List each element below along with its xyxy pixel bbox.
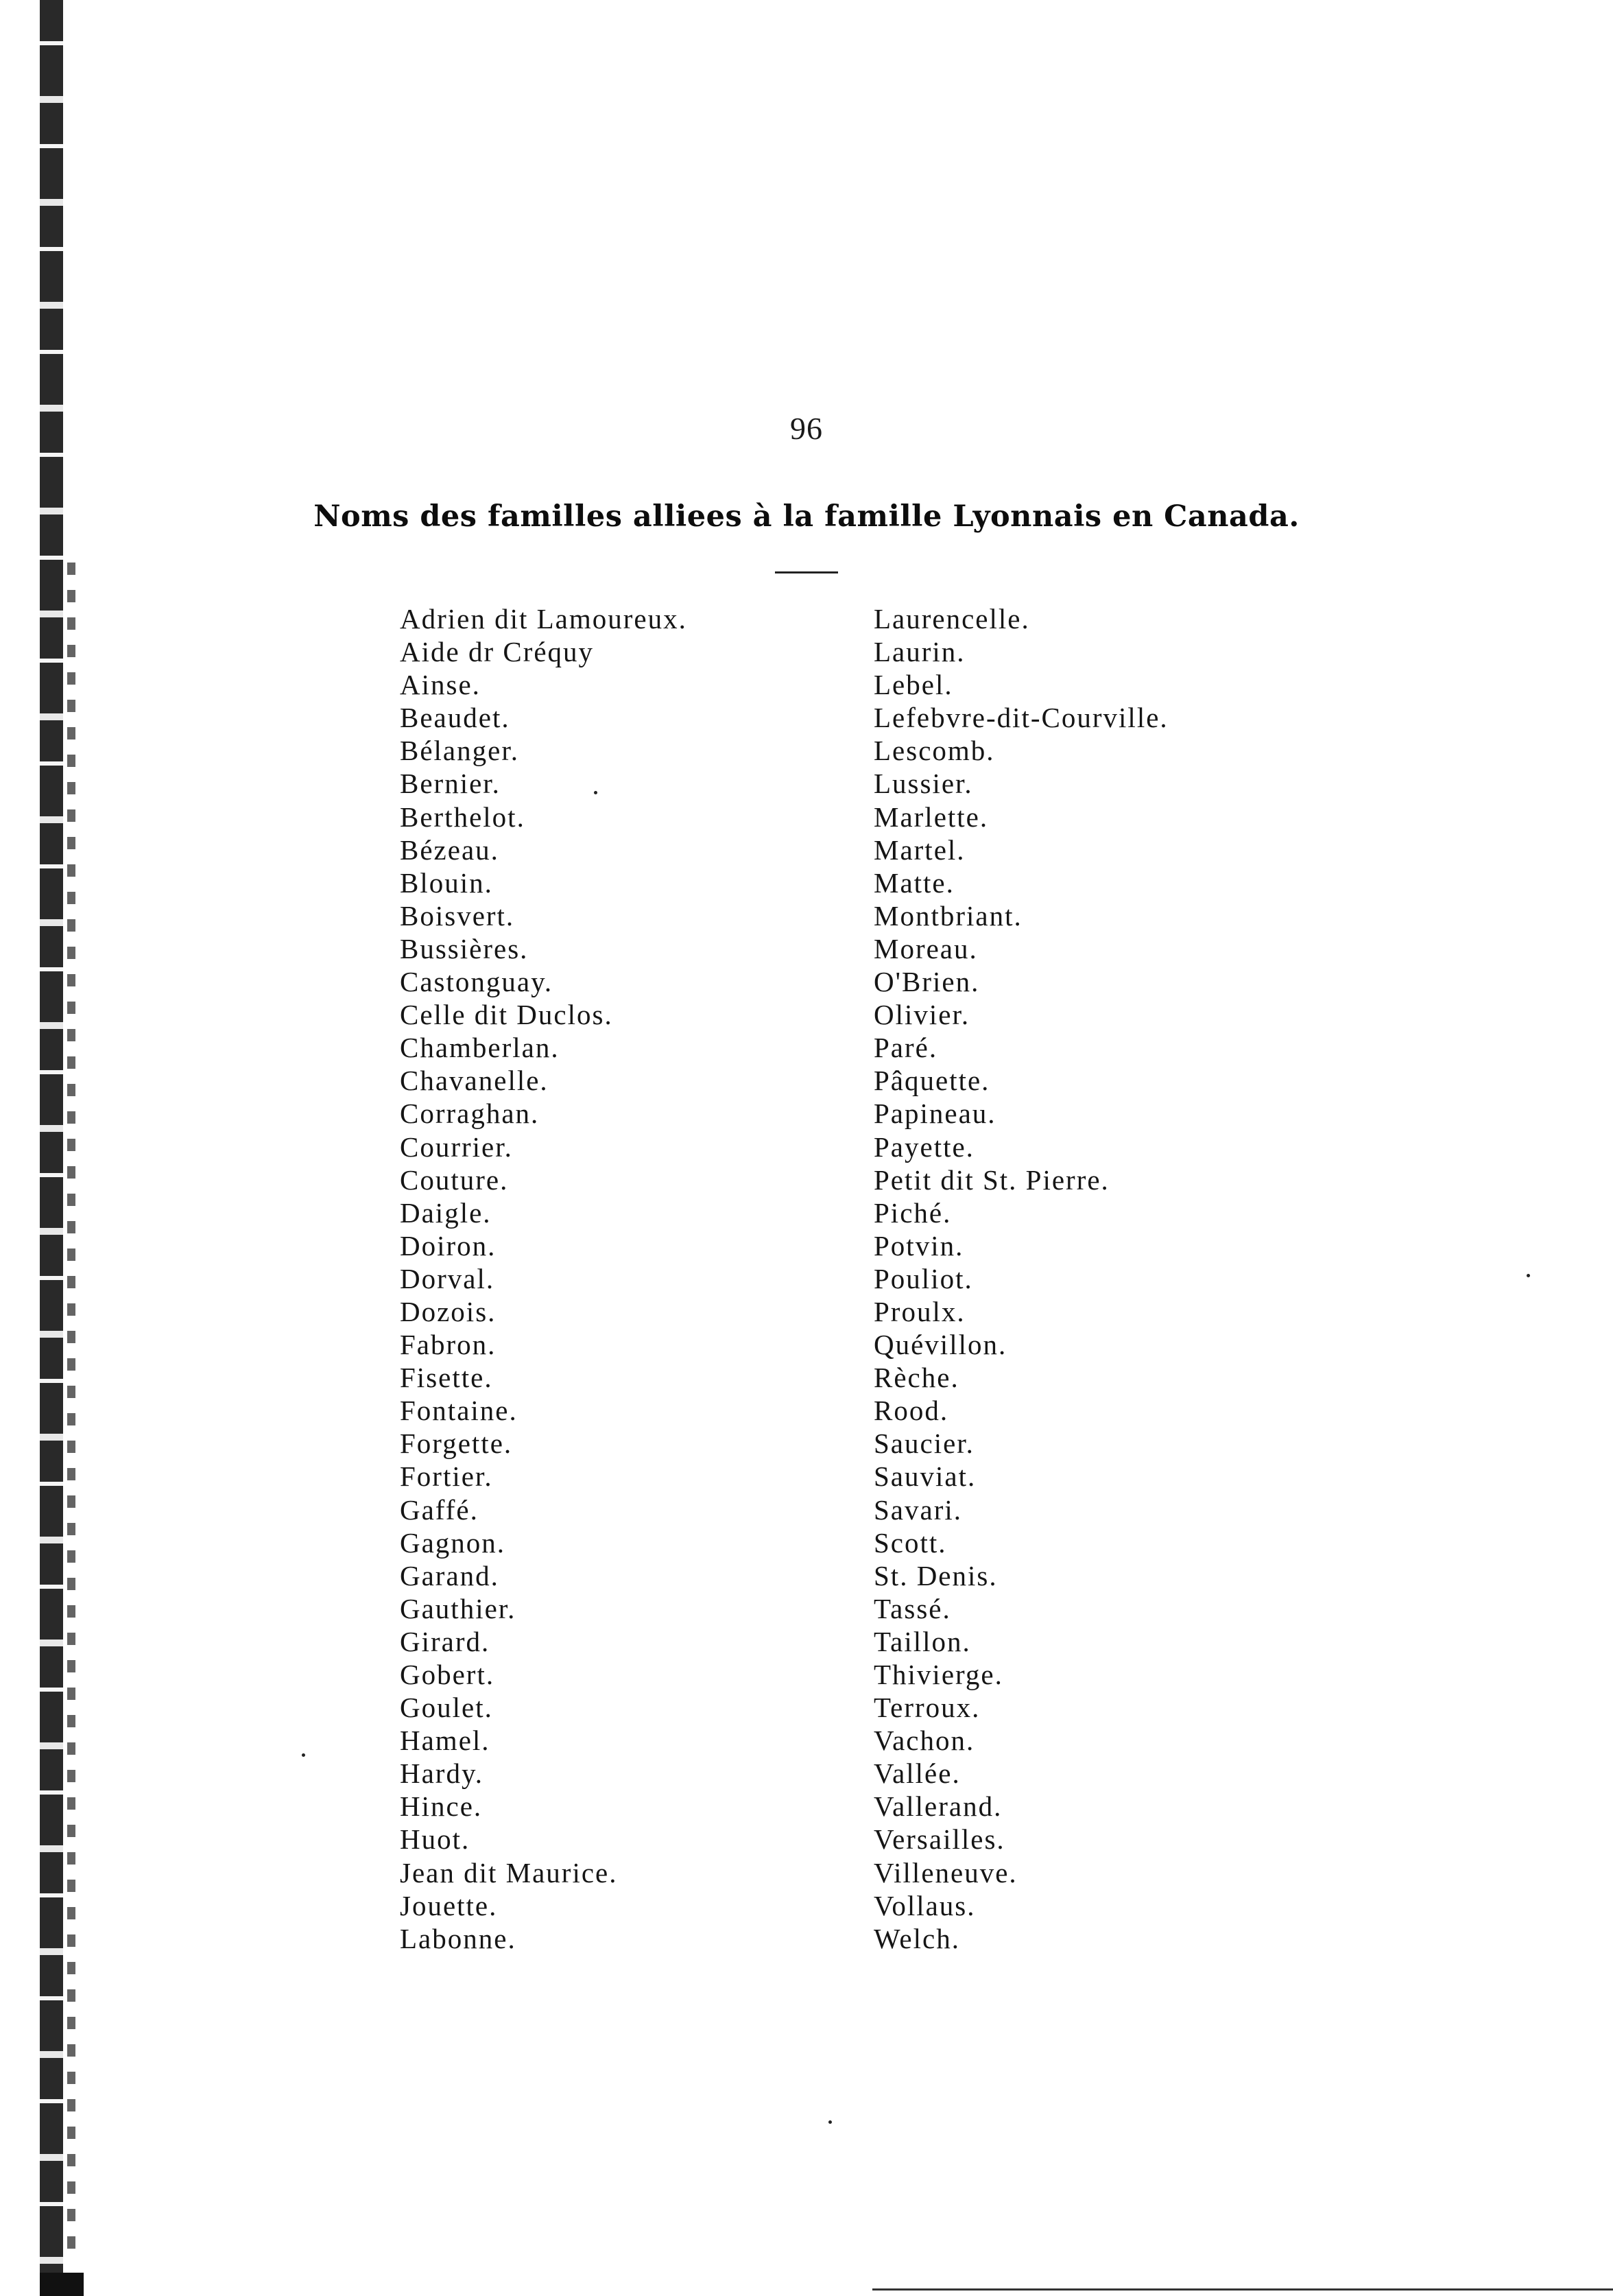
- ink-speck: [594, 791, 597, 794]
- family-name-entry: Rood.: [874, 1395, 949, 1427]
- family-name-entry: Daigle.: [400, 1196, 492, 1229]
- family-name-entry: Pouliot.: [874, 1262, 973, 1294]
- family-name-entry: Dozois.: [400, 1295, 497, 1327]
- family-name-entry: Lussier.: [874, 768, 973, 800]
- family-name-entry: Lefebvre-dit-Courville.: [874, 702, 1169, 734]
- family-name-entry: Bussières.: [400, 932, 529, 964]
- family-name-entry: Castonguay.: [400, 966, 553, 998]
- family-name-entry: Vallerand.: [874, 1790, 1003, 1823]
- page-number: 96: [790, 411, 823, 446]
- family-name-entry: Saucier.: [874, 1428, 975, 1460]
- family-name-entry: Doiron.: [400, 1229, 497, 1262]
- family-name-entry: Beaudet.: [400, 702, 510, 734]
- family-name-entry: Boisvert.: [400, 899, 515, 932]
- family-name-entry: Bélanger.: [400, 735, 519, 767]
- family-name-entry: Welch.: [874, 1922, 960, 1954]
- family-name-entry: Vollaus.: [874, 1889, 976, 1921]
- family-name-entry: Petit dit St. Pierre.: [874, 1163, 1110, 1196]
- family-name-entry: Laurin.: [874, 636, 966, 668]
- family-name-entry: Thivierge.: [874, 1659, 1003, 1690]
- family-name-entry: Scott.: [874, 1526, 947, 1559]
- family-name-entry: Rèche.: [874, 1362, 959, 1394]
- family-name-entry: Jouette.: [400, 1889, 498, 1921]
- family-name-entry: Vallée.: [874, 1757, 961, 1790]
- family-name-entry: Taillon.: [874, 1625, 971, 1657]
- family-name-entry: Hardy.: [400, 1757, 484, 1790]
- ink-speck: [828, 2120, 832, 2124]
- ink-speck: [302, 1753, 305, 1757]
- family-name-entry: Gauthier.: [400, 1592, 516, 1624]
- family-name-entry: Chamberlan.: [400, 1032, 560, 1064]
- family-name-entry: Villeneuve.: [874, 1856, 1018, 1889]
- family-name-entry: Bernier.: [400, 768, 501, 800]
- family-name-entry: Lescomb.: [874, 735, 995, 767]
- family-name-entry: O'Brien.: [874, 966, 980, 998]
- family-name-entry: Adrien dit Lamoureux.: [400, 603, 687, 635]
- family-name-entry: Dorval.: [400, 1262, 495, 1294]
- family-name-entry: Gaffé.: [400, 1493, 479, 1526]
- family-name-entry: Fortier.: [400, 1460, 493, 1493]
- family-name-entry: Sauviat.: [874, 1460, 977, 1493]
- family-name-entry: Quévillon.: [874, 1329, 1007, 1361]
- family-name-entry: Couture.: [400, 1163, 509, 1196]
- family-name-entry: Jean dit Maurice.: [400, 1856, 618, 1889]
- family-name-entry: Gobert.: [400, 1659, 495, 1690]
- scanned-page-edge: [40, 0, 63, 2296]
- family-name-entry: Aide dr Créquy: [400, 636, 595, 668]
- family-name-entry: Montbriant.: [874, 899, 1023, 932]
- family-name-entry: Martel.: [874, 833, 966, 866]
- family-name-entry: Girard.: [400, 1625, 490, 1657]
- family-name-entry: Vachon.: [874, 1725, 975, 1757]
- family-name-entry: Proulx.: [874, 1295, 966, 1327]
- heading-divider: [775, 571, 838, 573]
- family-name-entry: Fabron.: [400, 1329, 497, 1361]
- family-name-entry: Paré.: [874, 1032, 938, 1064]
- family-name-entry: Savari.: [874, 1493, 962, 1526]
- family-name-entry: Fontaine.: [400, 1395, 518, 1427]
- family-name-entry: Hamel.: [400, 1725, 490, 1757]
- family-name-entry: Bézeau.: [400, 833, 499, 866]
- family-name-entry: Labonne.: [400, 1922, 516, 1954]
- family-name-entry: Corraghan.: [400, 1098, 540, 1130]
- family-name-entry: Courrier.: [400, 1131, 513, 1163]
- family-name-entry: Gagnon.: [400, 1526, 506, 1559]
- family-name-entry: Hince.: [400, 1790, 483, 1823]
- family-names-left-column: [400, 602, 687, 1955]
- family-name-entry: Berthelot.: [400, 801, 525, 833]
- ink-speck: [1527, 1274, 1530, 1277]
- family-name-entry: Goulet.: [400, 1692, 493, 1724]
- family-names-right-column: [874, 602, 1169, 1955]
- family-name-entry: Huot.: [400, 1823, 470, 1856]
- family-name-entry: Piché.: [874, 1196, 952, 1229]
- family-name-entry: St. Denis.: [874, 1559, 998, 1591]
- family-name-entry: Papineau.: [874, 1098, 996, 1130]
- family-name-entry: Versailles.: [874, 1823, 1005, 1856]
- family-name-entry: Potvin.: [874, 1229, 964, 1262]
- family-name-entry: Lebel.: [874, 669, 953, 701]
- family-name-entry: Payette.: [874, 1131, 975, 1163]
- page-heading: Noms des familles alliees à la famille Lyonnais en Canada.: [313, 499, 1300, 534]
- family-name-entry: Terroux.: [874, 1692, 981, 1724]
- family-name-entry: Ainse.: [400, 669, 481, 701]
- family-name-entry: Matte.: [874, 866, 955, 899]
- scanned-binding-shadow: [67, 563, 75, 2250]
- family-name-entry: Olivier.: [874, 999, 970, 1031]
- scanned-page-corner: [40, 2273, 84, 2296]
- family-name-entry: Fisette.: [400, 1362, 493, 1394]
- family-name-entry: Pâquette.: [874, 1065, 990, 1097]
- family-name-entry: Celle dit Duclos.: [400, 999, 613, 1031]
- family-name-entry: Blouin.: [400, 866, 493, 899]
- family-name-entry: Tassé.: [874, 1592, 951, 1624]
- family-name-entry: Chavanelle.: [400, 1065, 549, 1097]
- family-name-entry: Garand.: [400, 1559, 499, 1591]
- family-name-entry: Laurencelle.: [874, 603, 1030, 635]
- family-name-entry: Forgette.: [400, 1428, 513, 1460]
- scan-bottom-line: [872, 2288, 1613, 2291]
- family-name-entry: Marlette.: [874, 801, 989, 833]
- family-name-entry: Moreau.: [874, 932, 978, 964]
